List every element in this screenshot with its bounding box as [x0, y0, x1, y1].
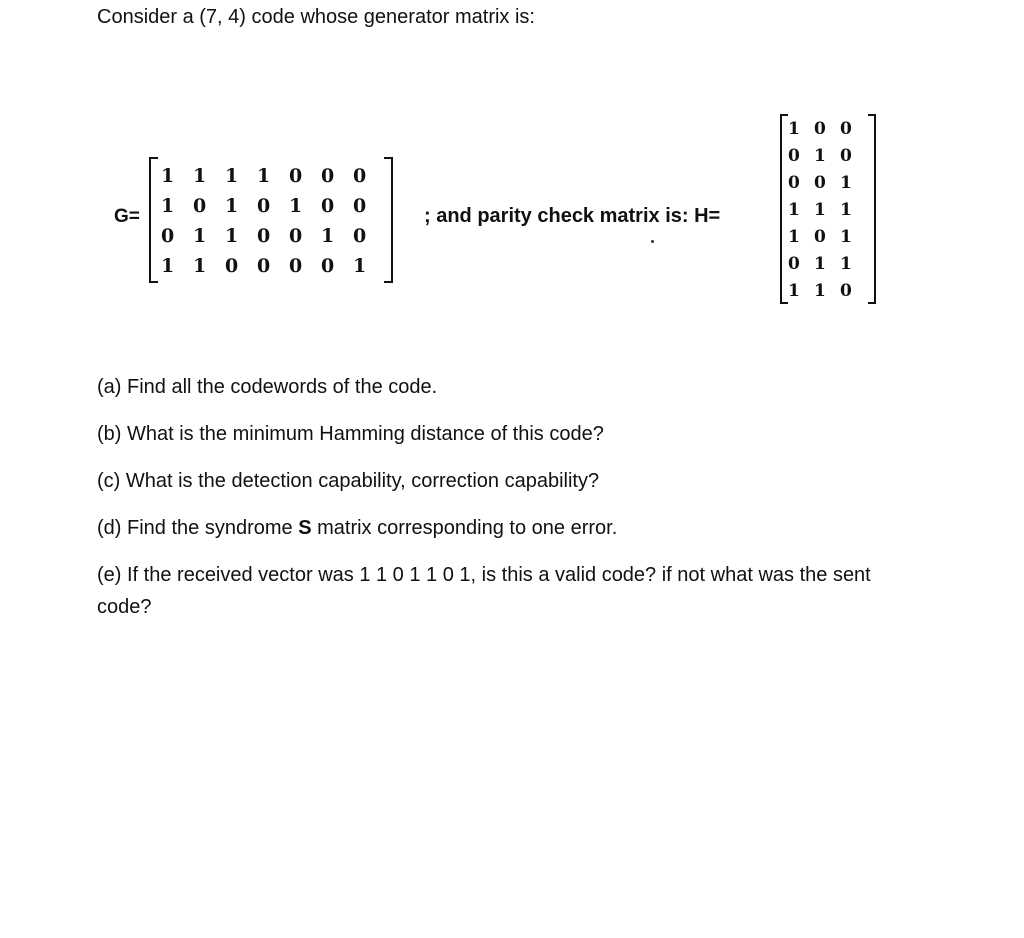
h-cell: 0: [814, 173, 826, 193]
g-cell: 1: [193, 255, 207, 277]
g-cell: 0: [321, 165, 335, 187]
g-cell: 0: [257, 225, 271, 247]
g-cell: 1: [225, 195, 239, 217]
g-cell: 0: [321, 255, 335, 277]
g-cell: 0: [353, 195, 367, 217]
g-cell: 1: [353, 255, 367, 277]
question-d: [97, 516, 897, 541]
right-bracket: [384, 157, 393, 283]
question-e: (e) If the received vector was 1 1 0 1 1 0 1, is this a valid code? if not what was the sent code?: [97, 564, 871, 618]
g-cell: 1: [257, 165, 271, 187]
question-a: (a) Find all the codewords of the code.: [97, 376, 438, 398]
question-d-suffix: matrix corresponding to one error.: [311, 517, 618, 539]
h-cell: 1: [814, 281, 826, 301]
h-cell: 0: [788, 173, 800, 193]
right-bracket: [868, 114, 876, 304]
parity-check-matrix-grid: [788, 114, 866, 303]
h-cell: 1: [814, 254, 826, 274]
question-b: (b) What is the minimum Hamming distance of this code?: [97, 423, 604, 445]
g-cell: 0: [161, 225, 175, 247]
h-cell: 1: [788, 119, 800, 139]
h-cell: 1: [840, 200, 852, 220]
g-cell: 0: [257, 255, 271, 277]
generator-matrix: [149, 157, 393, 283]
g-cell: 0: [289, 225, 303, 247]
h-cell: 1: [814, 146, 826, 166]
g-label: G=: [114, 206, 140, 227]
left-bracket: [780, 114, 788, 304]
g-cell: 1: [225, 225, 239, 247]
h-cell: 1: [840, 227, 852, 247]
g-cell: 0: [225, 255, 239, 277]
h-cell: 1: [788, 281, 800, 301]
h-cell: 0: [840, 119, 852, 139]
g-cell: 0: [353, 225, 367, 247]
h-cell: 0: [788, 254, 800, 274]
h-cell: 0: [840, 146, 852, 166]
stray-dot: [651, 240, 654, 243]
g-cell: 0: [289, 255, 303, 277]
g-cell: 1: [161, 165, 175, 187]
g-cell: 1: [161, 255, 175, 277]
h-cell: 0: [814, 119, 826, 139]
g-cell: 0: [193, 195, 207, 217]
h-cell: 1: [840, 173, 852, 193]
h-cell: 0: [788, 146, 800, 166]
parity-check-matrix: [780, 114, 876, 304]
parity-check-label: ; and parity check matrix is: H=: [424, 205, 721, 227]
h-cell: 1: [840, 254, 852, 274]
question-d-prefix: (d) Find the syndrome: [97, 517, 299, 539]
left-bracket: [149, 157, 158, 283]
h-cell: 1: [788, 227, 800, 247]
intro-text: Consider a (7, 4) code whose generator matrix is:: [97, 6, 535, 28]
g-cell: 0: [257, 195, 271, 217]
g-cell: 1: [321, 225, 335, 247]
g-cell: 0: [289, 165, 303, 187]
h-cell: 1: [814, 200, 826, 220]
h-cell: 0: [814, 227, 826, 247]
g-cell: 1: [193, 165, 207, 187]
h-cell: 0: [840, 281, 852, 301]
h-cell: 1: [788, 200, 800, 220]
question-c: (c) What is the detection capability, correction capability?: [97, 470, 600, 492]
generator-matrix-grid: [161, 161, 385, 281]
g-cell: 0: [353, 165, 367, 187]
g-cell: 0: [321, 195, 335, 217]
g-cell: 1: [289, 195, 303, 217]
syndrome-symbol: S: [298, 517, 312, 539]
g-cell: 1: [225, 165, 239, 187]
g-cell: 1: [193, 225, 207, 247]
g-cell: 1: [161, 195, 175, 217]
question-list: [97, 375, 897, 645]
